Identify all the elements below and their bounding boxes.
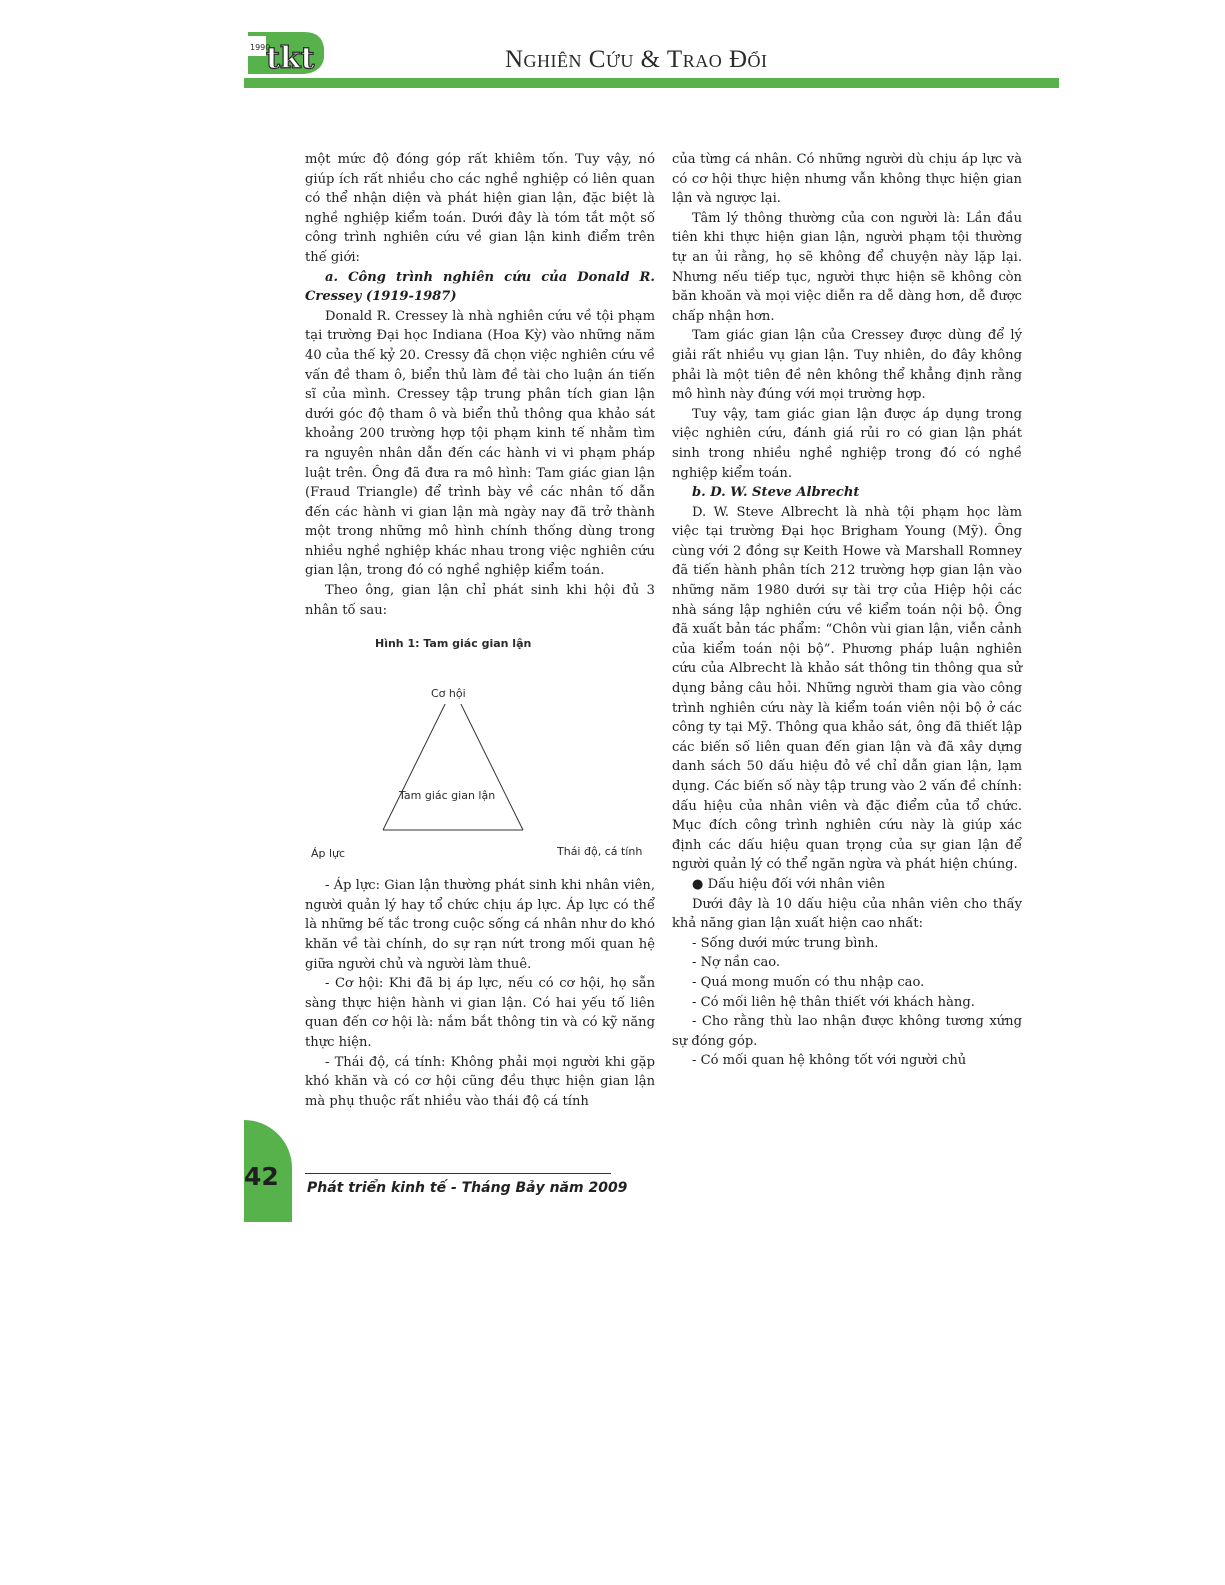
section-title: Nghiên Cứu & Trao Đổi: [505, 46, 768, 73]
paragraph: - Thái độ, cá tính: Không phải mọi người khi gặp khó khăn và có cơ hội cũng đều thực hiện gian lận mà phụ thuộc rất nhiều vào thái độ cá tính: [305, 1054, 655, 1109]
logo-year: 1990: [250, 43, 271, 52]
figure-caption: Hình 1: Tam giác gian lận: [375, 637, 532, 651]
paragraph: - Cơ hội: Khi đã bị áp lực, nếu có cơ hội, họ sẵn sàng thực hiện hành vi gian lận. Có hai yếu tố liên quan đến cơ hội là: nắm bắt thông tin và có kỹ năng thực hiện.: [305, 976, 655, 1050]
label-opportunity: Cơ hội: [431, 684, 466, 704]
label-pressure: Áp lực: [311, 847, 346, 861]
bullet-heading: ● Dấu hiệu đối với nhân viên: [692, 876, 886, 892]
paragraph: Dưới đây là 10 dấu hiệu của nhân viên cho thấy khả năng gian lận xuất hiện cao nhất:: [672, 896, 1022, 932]
fraud-triangle-figure: [305, 620, 655, 876]
paragraph: của từng cá nhân. Có những người dù chịu áp lực và có cơ hội thực hiện nhưng vẫn không thực hiện gian lận và ngược lại.: [672, 152, 1022, 207]
journal-logo: [244, 28, 328, 84]
triangle-diagram: [305, 620, 655, 876]
list-item: - Nợ nần cao.: [692, 955, 781, 971]
list-item: - Sống dưới mức trung bình.: [692, 935, 879, 951]
logo-text: tkt: [266, 41, 315, 76]
paragraph: - Áp lực: Gian lận thường phát sinh khi nhân viên, người quản lý hay tổ chức chịu áp lực. Áp lực có thể là những bế tắc trong cuộc sống cá nhân như do khó khăn về tài chính, do sự rạn nứt trong mối quan hệ giữa người chủ và người làm thuê.: [305, 878, 655, 972]
paragraph: một mức độ đóng góp rất khiêm tốn. Tuy vậy, nó giúp ích rất nhiều cho các nghề nghiệp có liên quan có thể nhận diện và phát hiện gian lận, đặc biệt là nghề nghiệp kiểm toán. Dưới đây là tóm tắt một số công trình nghiên cứu về gian lận kinh điểm trên thế giới:: [305, 152, 655, 265]
heading-a: a. Công trình nghiên cứu của Donald R. Cressey (1919-1987): [305, 269, 655, 305]
heading-b: b. D. W. Steve Albrecht: [692, 485, 860, 501]
paragraph: Tuy vậy, tam giác gian lận được áp dụng trong việc nghiên cứu, đánh giá rủi ro có gian lận phát sinh trong nhiều nghề nghiệp trong đó có nghề nghiệp kiểm toán.: [672, 406, 1022, 481]
list-item: - Quá mong muốn có thu nhập cao.: [692, 974, 925, 990]
paragraph: Donald R. Cressey là nhà nghiên cứu về tội phạm tại trường Đại học Indiana (Hoa Kỳ) vào những năm 40 của thế kỷ 20. Cressy đã chọn việc nghiên cứu về vấn đề tham ô, biển thủ làm đề tài cho luận án tiến sĩ của mình. Cressey tập trung phân tích gian lận dưới góc độ tham ô và biển thủ thông qua khảo sát khoảng 200 trường hợp tội phạm kinh tế nhằm tìm ra nguyên nhân dẫn đến các hành vi vi phạm pháp luật trên. Ông đã đưa ra mô hình: Tam giác gian lận (Fraud Triangle) để trình bày về các nhân tố dẫn đến các hành vi gian lận mà ngày nay đã trở thành một trong những mô hình chính thống dùng trong nhiều nghề nghiệp khác nhau trong việc nghiên cứu gian lận, trong đó có nghề nghiệp kiểm toán.: [305, 308, 655, 579]
paragraph: Theo ông, gian lận chỉ phát sinh khi hội đủ 3 nhân tố sau:: [305, 583, 655, 618]
publication-info: Phát triển kinh tế - Tháng Bảy năm 2009: [307, 1180, 628, 1196]
triangle-right-side: [453, 688, 523, 830]
left-column: [305, 150, 655, 1111]
footer-rule: [305, 1173, 611, 1174]
triangle-left-side: [383, 688, 453, 830]
list-item: - Có mối quan hệ không tốt với người chủ: [692, 1053, 967, 1069]
list-item: - Cho rằng thù lao nhận được không tương xứng sự đóng góp.: [672, 1014, 1022, 1049]
paragraph: Tam giác gian lận của Cressey được dùng để lý giải rất nhiều vụ gian lận. Tuy nhiên, do đây không phải là một tiên đề nên không thể khẳng định rằng mô hình này đúng với mọi trường hợp.: [672, 328, 1022, 403]
label-center: Tam giác gian lận: [399, 789, 496, 803]
header-bar: [244, 78, 1059, 88]
right-column: [672, 150, 1022, 1071]
label-attitude: Thái độ, cá tính: [557, 845, 643, 859]
page-number: 42: [244, 1162, 279, 1191]
list-item: - Có mối liên hệ thân thiết với khách hàng.: [692, 994, 975, 1010]
paragraph: Tâm lý thông thường của con người là: Lần đầu tiên khi thực hiện gian lận, người phạm tội thường tự an ủi rằng, họ sẽ không để chuyện này lặp lại. Nhưng nếu tiếp tục, người thực hiện sẽ không còn băn khoăn và mọi việc diễn ra dễ dàng hơn, dễ được chấp nhận hơn.: [672, 210, 1022, 324]
paragraph: D. W. Steve Albrecht là nhà tội phạm học làm việc tại trường Đại học Brigham Young (Mỹ). Ông cùng với 2 đồng sự Keith Howe và Marshall Romney đã tiến hành phân tích 212 trường hợp gian lận vào những năm 1980 dưới sự tài trợ của Hiệp hội các nhà sáng lập nghiên cứu về kiểm toán nội bộ. Ông đã xuất bản tác phẩm: “Chôn vùi gian lận, viễn cảnh của kiểm toán nội bộ”. Phương pháp luận nghiên cứu của Albrecht là khảo sát thông tin thông qua sử dụng bảng câu hỏi. Những người tham gia vào công trình nghiên cứu này là kiểm toán viên nội bộ ở các công ty tại Mỹ. Thông qua khảo sát, ông đã thiết lập các biến số liên quan đến gian lận và đã xây dựng danh sách 50 dấu hiệu đỏ về chỉ dẫn gian lận, lạm dụng. Các biến số này tập trung vào 2 vấn đề chính: dấu hiệu của nhân viên và đặc điểm của tổ chức. Mục đích công trình nghiên cứu này là giúp xác định các dấu hiệu quan trọng của sự gian lận để người quản lý có thể ngăn ngừa và phát hiện chúng.: [672, 504, 1022, 873]
